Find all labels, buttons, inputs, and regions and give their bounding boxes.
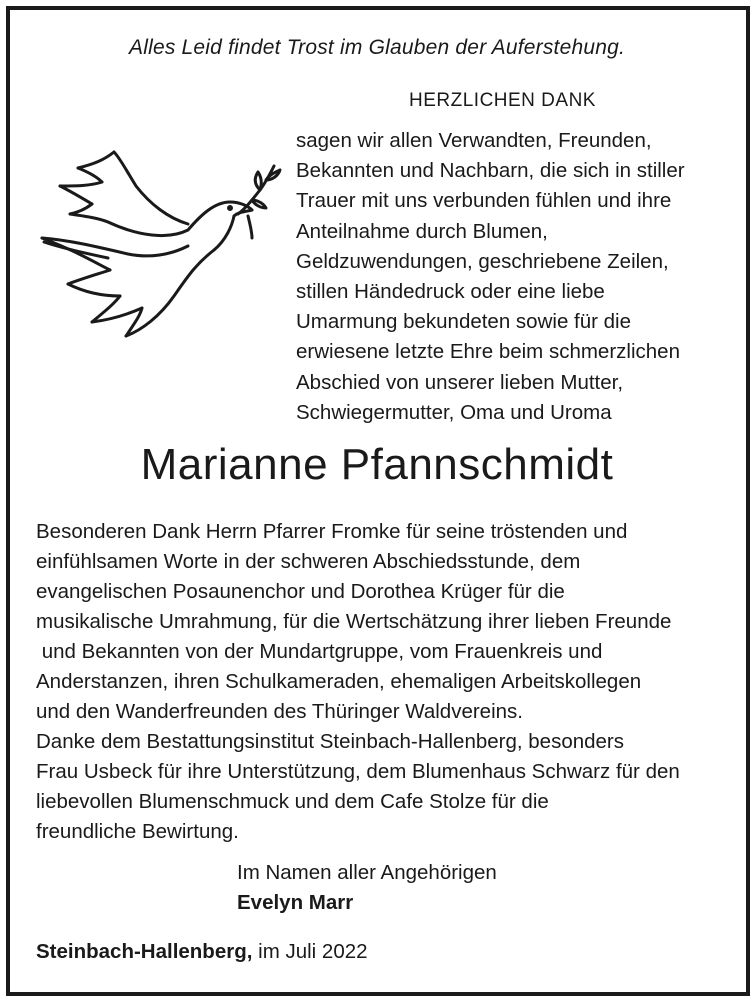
place-and-date (36, 940, 368, 964)
text-line: erwiesene letzte Ehre beim schmerzlichen (296, 340, 680, 364)
text-line: Abschied von unserer lieben Mutter, (296, 370, 624, 394)
text-line: stillen Händedruck oder eine liebe (296, 280, 605, 304)
text-line: Trauer mit uns verbunden fühlen und ihre (296, 189, 672, 213)
acknowledgement-text (36, 517, 736, 847)
text-line: liebevollen Blumenschmuck und dem Cafe Stolze für die (36, 790, 549, 813)
text-line: freundliche Bewirtung. (36, 820, 239, 843)
text-line: Frau Usbeck für ihre Unterstützung, dem Blumenhaus Schwarz für den (36, 760, 680, 783)
text-line: Besonderen Dank Herrn Pfarrer Fromke für seine tröstenden und (36, 520, 628, 543)
text-line: und Bekannten von der Mundartgruppe, vom Frauenkreis und (36, 640, 603, 663)
place-date: im Juli 2022 (252, 940, 368, 963)
text-line: und den Wanderfreunden des Thüringer Waldvereins. (36, 700, 523, 723)
deceased-name: Marianne Pfannschmidt (140, 440, 614, 489)
text-line: Anteilnahme durch Blumen, (296, 219, 548, 243)
signer-name: Evelyn Marr (237, 891, 354, 914)
text-line: einfühlsamen Worte in der schweren Abschiedsstunde, dem (36, 550, 581, 573)
motto: Alles Leid findet Trost im Glauben der Auferstehung. (129, 36, 625, 59)
text-line: Umarmung bekundeten sowie für die (296, 310, 632, 334)
text-line: Schwiegermutter, Oma und Uroma (296, 400, 612, 424)
text-line: musikalische Umrahmung, für die Wertschätzung ihrer lieben Freunde (36, 610, 672, 633)
text-line: evangelischen Posaunenchor und Dorothea Krüger für die (36, 580, 565, 603)
place-city: Steinbach-Hallenberg, (36, 940, 253, 963)
closing-line: Im Namen aller Angehörigen (237, 861, 497, 884)
text-line: Geldzuwendungen, geschriebene Zeilen, (296, 249, 669, 273)
text-line: Anderstanzen, ihren Schulkameraden, ehemaligen Arbeitskollegen (36, 670, 642, 693)
dove-with-olive-branch-icon (38, 146, 282, 346)
text-line: Bekannten und Nachbarn, die sich in stiller (296, 159, 685, 183)
heading: HERZLICHEN DANK (409, 90, 596, 111)
text-line: Danke dem Bestattungsinstitut Steinbach-Hallenberg, besonders (36, 730, 625, 753)
thanks-text (296, 126, 736, 428)
closing-block (237, 858, 497, 918)
text-line: sagen wir allen Verwandten, Freunden, (296, 129, 652, 152)
